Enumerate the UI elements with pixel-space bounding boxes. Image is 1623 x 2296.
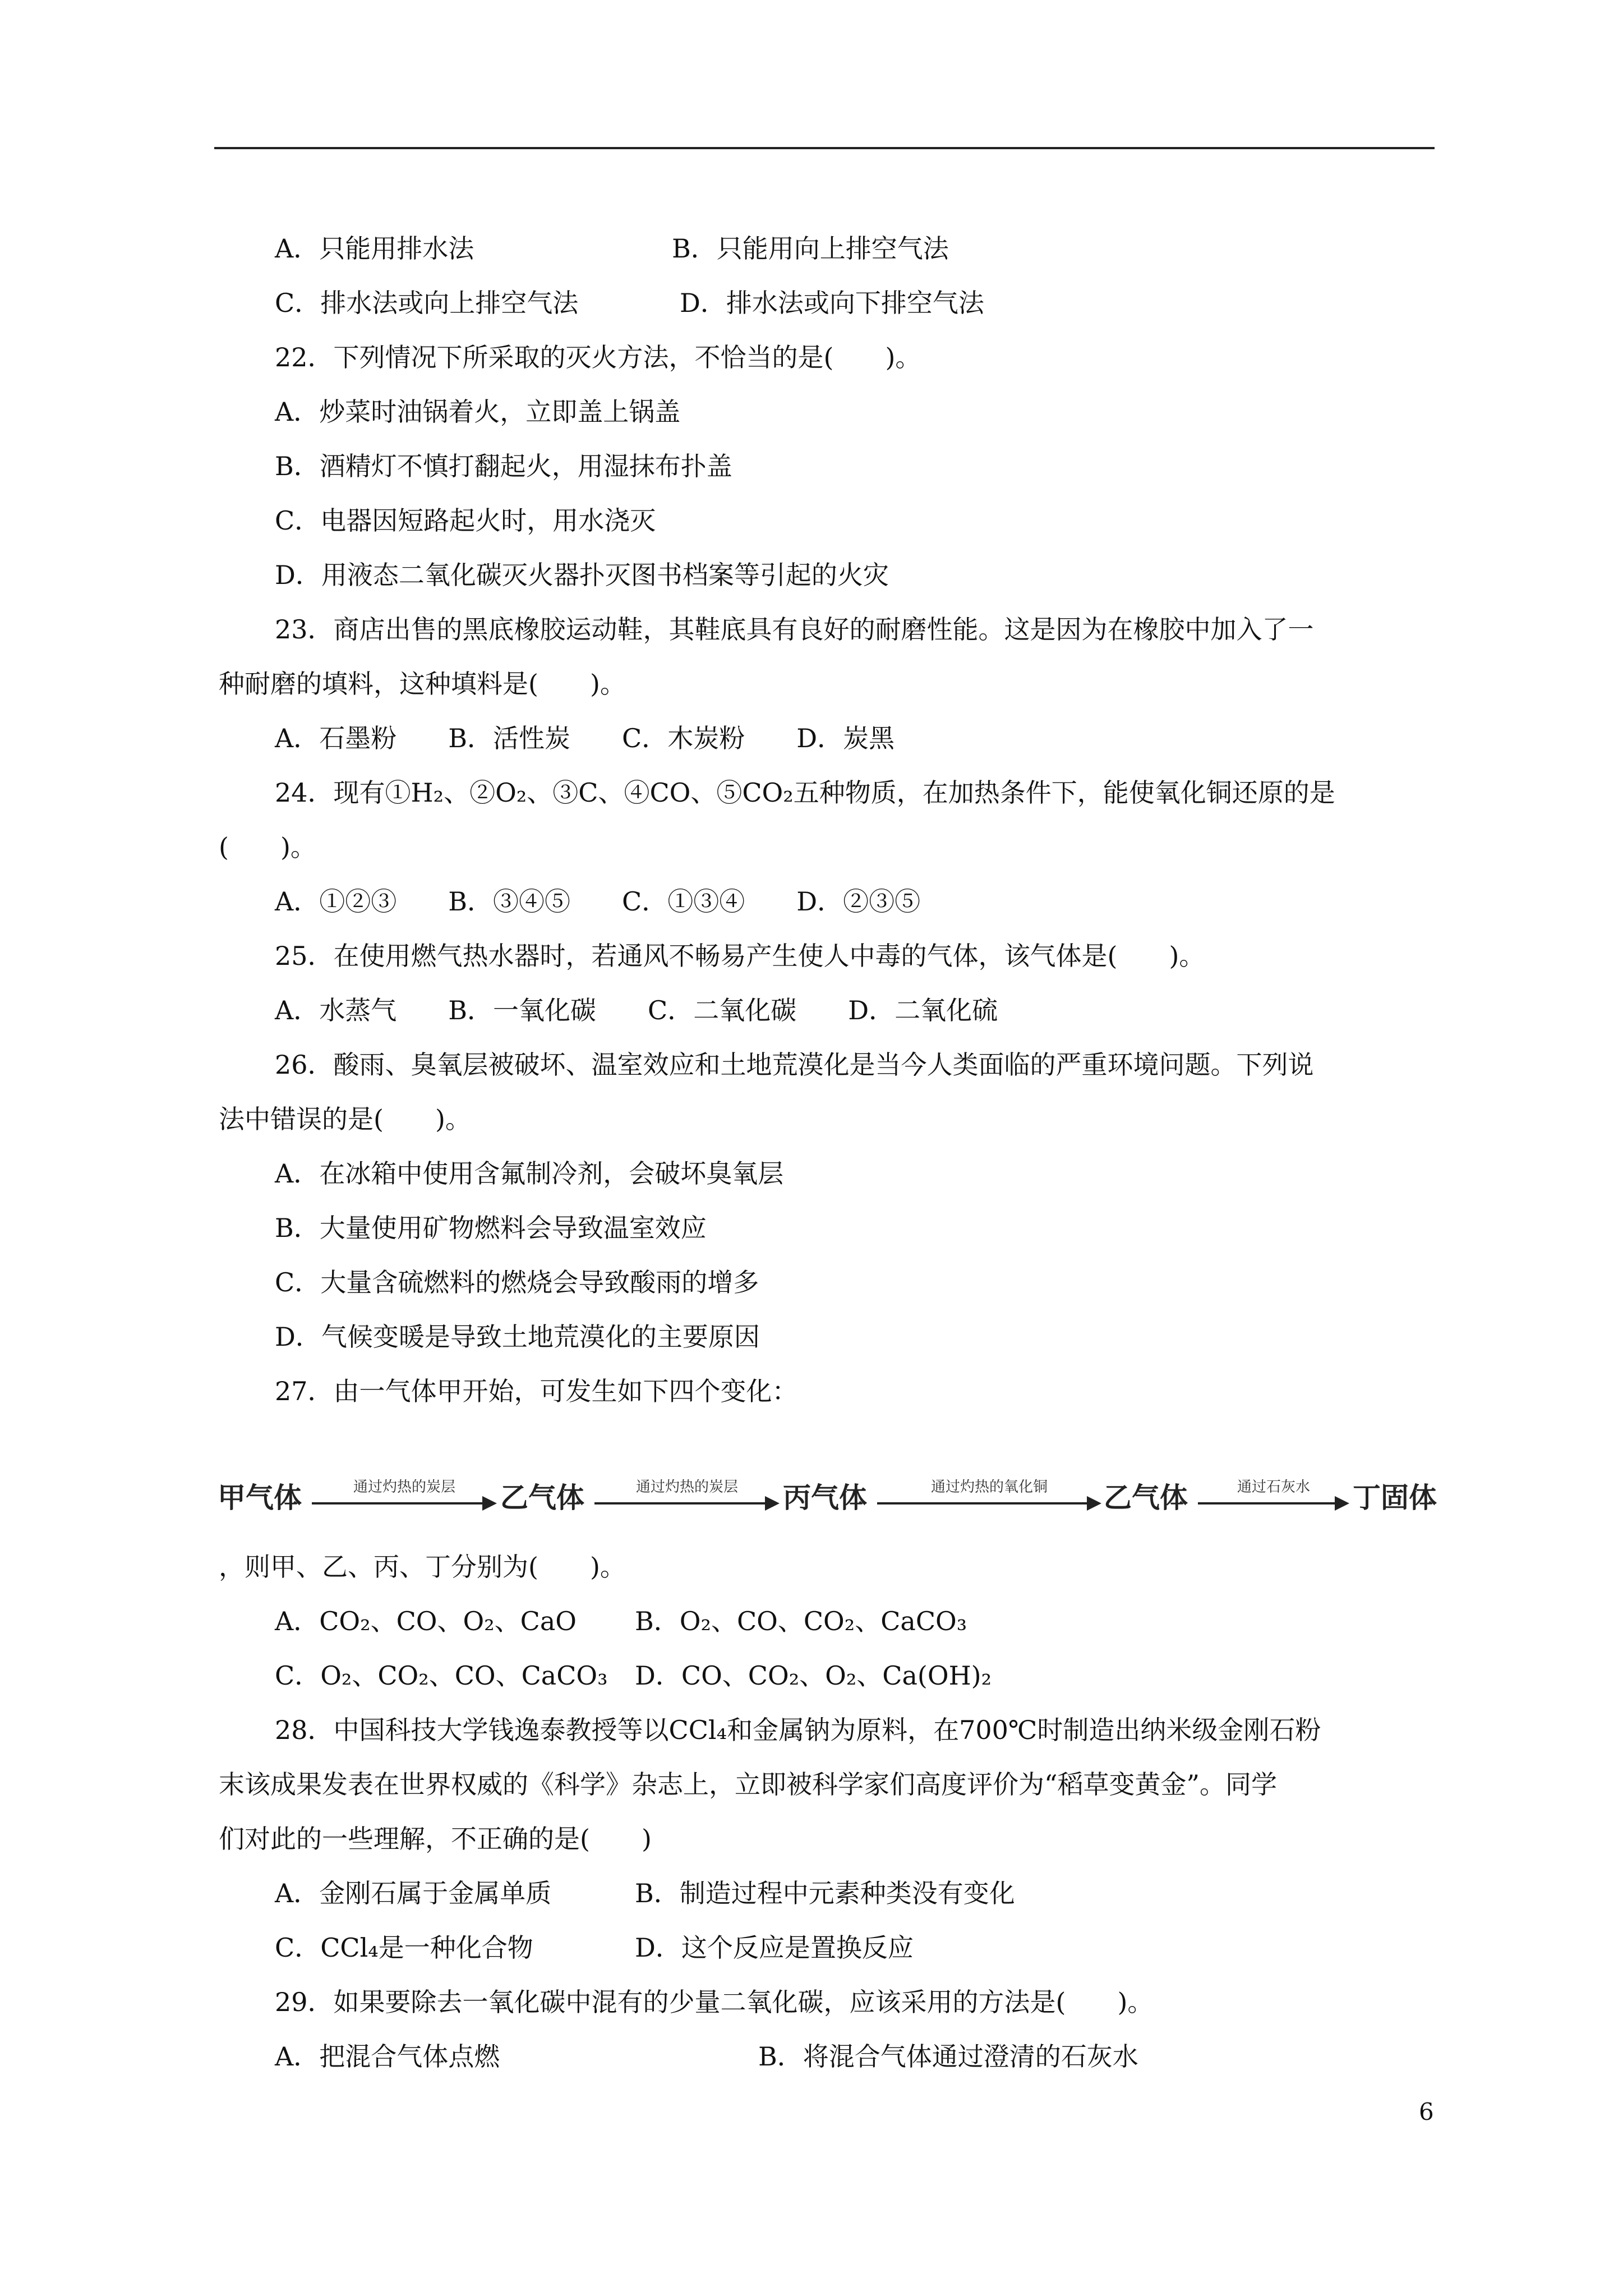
option-row [219, 1649, 1430, 1703]
option-line: C．大量含硫燃料的燃烧会导致酸雨的增多 [275, 1267, 759, 1297]
option-row [219, 1921, 1430, 1975]
arrow-label: 通过灼热的炭层 [635, 1479, 738, 1496]
option-text: B．将混合气体通过澄清的石灰水 [758, 2041, 1138, 2072]
option-text: D．排水法或向下排空气法 [680, 288, 984, 318]
option-row [219, 1594, 1430, 1649]
question-29: 29．如果要除去一氧化碳中混有的少量二氧化碳，应该采用的方法是( )。 [275, 1987, 1154, 2017]
option-line: A．水蒸气 B．一氧化碳 C．二氧化碳 D．二氧化硫 [275, 995, 998, 1025]
option-row [219, 222, 1430, 276]
chain-node: 丁固体 [1353, 1481, 1437, 1514]
arrow-label: 通过石灰水 [1237, 1479, 1310, 1496]
option-text: D．CO、CO₂、O₂、Ca(OH)₂ [635, 1660, 992, 1691]
question-23: 23．商店出售的黑底橡胶运动鞋，其鞋底具有良好的耐磨性能。这是因为在橡胶中加入了一 [275, 614, 1314, 645]
arrow-head-icon [482, 1496, 497, 1511]
arrow-head-icon [1087, 1496, 1101, 1511]
arrow-shaft [594, 1502, 767, 1504]
option-line: A．石墨粉 B．活性炭 C．木炭粉 D．炭黑 [275, 723, 895, 753]
question-27: 27．由一气体甲开始，可发生如下四个变化： [275, 1376, 798, 1406]
arrow-head-icon [1335, 1496, 1349, 1511]
page-body [219, 222, 1430, 1419]
question-24: 24．现有①H₂、②O₂、③C、④CO、⑤CO₂五种物质，在加热条件下，能使氧化铜还原的是 [275, 777, 1335, 808]
option-line: A．炒菜时油锅着火，立即盖上锅盖 [275, 397, 681, 427]
option-line: B．酒精灯不慎打翻起火，用湿抹布扑盖 [275, 451, 732, 481]
question-26: 26．酸雨、臭氧层被破坏、温室效应和土地荒漠化是当今人类面临的严重环境问题。下列说 [275, 1050, 1314, 1080]
option-text: C．CCl₄是一种化合物 [275, 1932, 533, 1963]
option-line: D．气候变暖是导致土地荒漠化的主要原因 [275, 1322, 760, 1352]
option-line: C．电器因短路起火时，用水浇灭 [275, 505, 656, 536]
question-25: 25．在使用燃气热水器时，若通风不畅易产生使人中毒的气体，该气体是( )。 [275, 941, 1205, 971]
question-22: 22．下列情况下所采取的灭火方法，不恰当的是( )。 [275, 342, 921, 372]
option-text: D．这个反应是置换反应 [635, 1932, 914, 1963]
chain-arrow [312, 1465, 497, 1527]
chain-arrow [594, 1465, 780, 1527]
option-text: B．制造过程中元素种类没有变化 [635, 1878, 1015, 1908]
chain-node: 丙气体 [783, 1481, 867, 1514]
page-number: 6 [1419, 2098, 1434, 2125]
question-23-cont: 种耐磨的填料，这种填料是( )。 [219, 669, 626, 699]
option-text: C．O₂、CO₂、CO、CaCO₃ [275, 1660, 608, 1691]
option-row [219, 1866, 1430, 1921]
question-24-cont: ( )。 [219, 832, 316, 862]
arrow-head-icon [765, 1496, 780, 1511]
chain-node: 甲气体 [218, 1481, 302, 1514]
option-text: A．CO₂、CO、O₂、CaO [275, 1606, 577, 1636]
option-text: C．排水法或向上排空气法 [275, 288, 579, 318]
question-28-cont: 们对此的一些理解，不正确的是( ) [219, 1824, 652, 1854]
option-row [219, 276, 1430, 330]
arrow-label: 通过灼热的炭层 [353, 1479, 455, 1496]
header-rule [214, 147, 1435, 149]
arrow-shaft [1198, 1502, 1337, 1504]
chain-arrow [1198, 1465, 1349, 1527]
option-text: A．把混合气体点燃 [275, 2041, 500, 2072]
option-line: A．在冰箱中使用含氟制冷剂，会破坏臭氧层 [275, 1158, 784, 1189]
chain-arrow [877, 1465, 1101, 1527]
option-row [219, 2030, 1430, 2084]
chain-node: 乙气体 [1104, 1481, 1188, 1514]
option-text: B．O₂、CO、CO₂、CaCO₃ [635, 1606, 967, 1636]
arrow-label: 通过灼热的氧化铜 [930, 1479, 1048, 1496]
option-line: B．大量使用矿物燃料会导致温室效应 [275, 1213, 707, 1243]
question-28-cont: 末该成果发表在世界权威的《科学》杂志上，立即被科学家们高度评价为“稻草变黄金”。同学 [219, 1769, 1278, 1800]
reaction-chain-diagram [218, 1465, 1438, 1527]
option-text: B．只能用向上排空气法 [672, 233, 949, 264]
arrow-shaft [877, 1502, 1089, 1504]
page-body-continued [219, 1540, 1430, 2084]
option-text: A．只能用排水法 [275, 233, 474, 264]
arrow-shaft [312, 1502, 485, 1504]
option-text: A．金刚石属于金属单质 [275, 1878, 552, 1908]
option-line: A．①②③ B．③④⑤ C．①③④ D．②③⑤ [275, 886, 921, 917]
question-28: 28．中国科技大学钱逸泰教授等以CCl₄和金属钠为原料，在700℃时制造出纳米级金刚石粉 [275, 1715, 1321, 1745]
option-line: D．用液态二氧化碳灭火器扑灭图书档案等引起的火灾 [275, 560, 889, 590]
chain-node: 乙气体 [500, 1481, 584, 1514]
question-27-cont: ，则甲、乙、丙、丁分别为( )。 [219, 1552, 626, 1582]
question-26-cont: 法中错误的是( )。 [219, 1104, 471, 1134]
